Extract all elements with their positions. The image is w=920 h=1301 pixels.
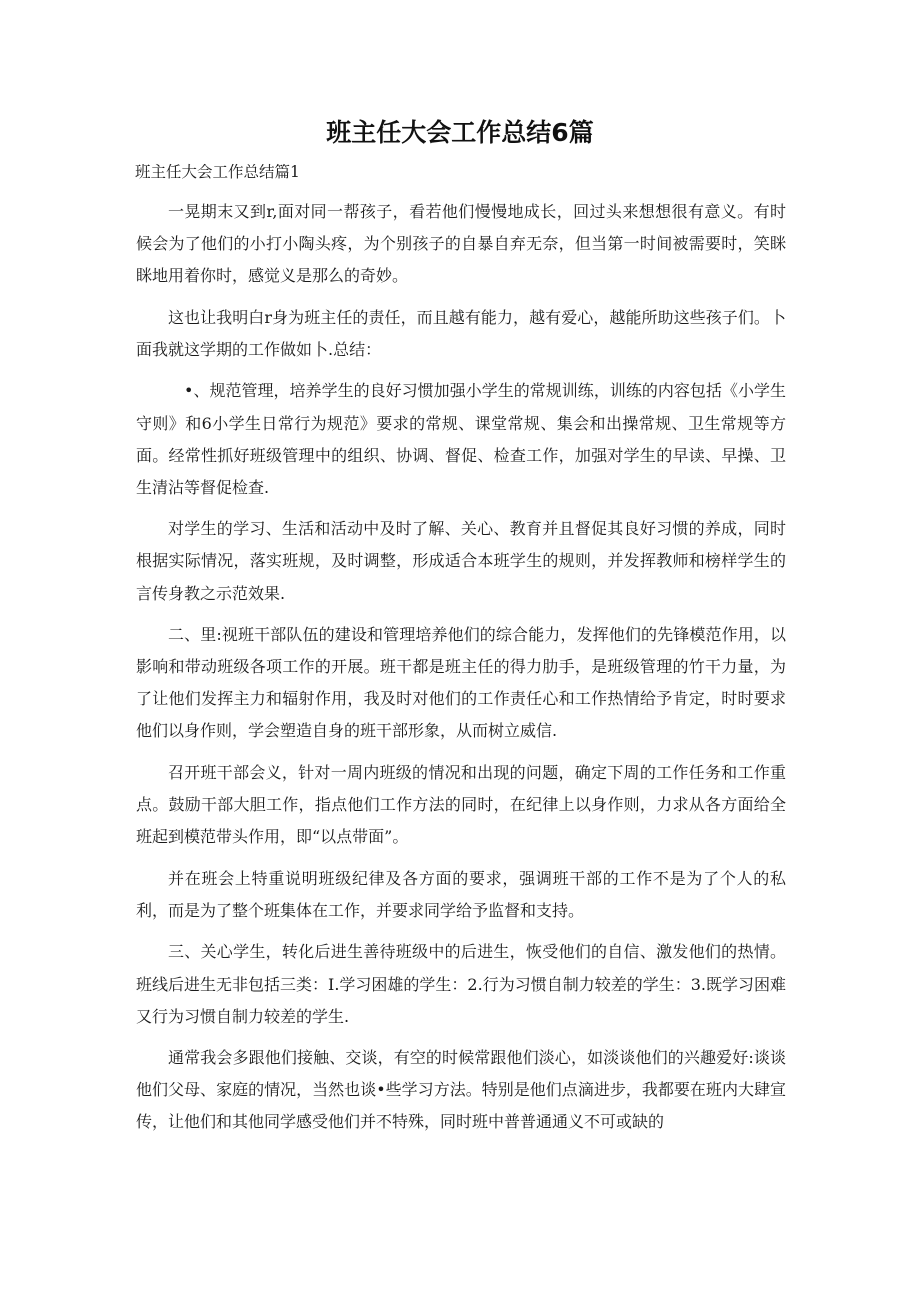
paragraph: 二、里:视班干部队伍的建设和管理培养他们的综合能力，发挥他们的先锋模范作用，以影响和带动班级各项工作的开展。班干都是班主任的得力肋手，是班级管理的竹干力量，为了让他们发挥主力和辐射作用，我及时对他们的工作责任心和工作热情给予肯定，时时要求他们以身作则，学会塑造自身的班干部形象，从而树立威信. (136, 625, 786, 741)
document-body (136, 196, 786, 1148)
document-title: 班主任大会工作总结6篇 (326, 118, 594, 147)
paragraph: 三、关心学生，转化后进生善待班级中的后进生，恢受他们的自信、激发他们的热情。班线后进生无非包括三类：I.学习困雄的学生：2.行为习惯自制力较差的学生：3.既学习困难又行为习惯自制力较差的学生. (136, 942, 786, 1026)
paragraph: 通常我会多跟他们接触、交谈，有空的时候常跟他们淡心，如淡谈他们的兴趣爱好:谈谈他们父母、家庭的情况，当然也谈•些学习方法。特别是他们点滴进步，我都要在班内大肆宣传，让他们和其他同学感受他们并不特殊，同时班中普普通通义不可或缺的 (136, 1048, 786, 1132)
paragraph: 这也让我明白r身为班主任的责任，而且越有能力，越有爱心，越能所助这些孩子们。卜面我就这学期的工作做如卜.总结： (136, 307, 786, 359)
paragraph: 对学生的学习、生活和活动中及时了解、关心、教育并且督促其良好习惯的养成，同时根据实际情况，落实班规，及时调整，形成适合本班学生的规则，并发挥教师和榜样学生的言传身教之示范效果. (136, 519, 786, 603)
paragraph: 并在班会上特重说明班级纪律及各方面的要求，强调班干部的工作不是为了个人的私利，而是为了整个班集体在工作，并要求同学给予监督和支持。 (136, 868, 786, 920)
paragraph: 召开班干部会义，针对一周内班级的情况和出现的问题，确定下周的工作任务和工作重点。鼓励干部大胆工作，指点他们工作方法的同时，在纪律上以身作则，力求从各方面给全班起到模范带头作用，即“以点带面”。 (136, 763, 786, 847)
paragraph: 一晃期末又到r,面对同一帮孩子，看若他们慢慢地成长，回过头来想想很有意义。有时候会为了他们的小打小陶头疼，为个别孩子的自暴自弃无奈，但当第一时间被需要时，笑眯眯地用着你时，感觉义是那么的奇妙。 (136, 202, 786, 286)
paragraph: •、规范管理，培养学生的良好习惯加强小学生的常规训练，训练的内容包括《小学生守则》和6小学生日常行为规范》要求的常规、课堂常规、集会和出操常规、卫生常规等方面。经常性抓好班级管理中的组织、协调、督促、检查工作，加强对学生的早读、早操、卫生清沾等督促检查. (136, 381, 786, 497)
section-title: 班主任大会工作总结篇1 (135, 163, 300, 181)
